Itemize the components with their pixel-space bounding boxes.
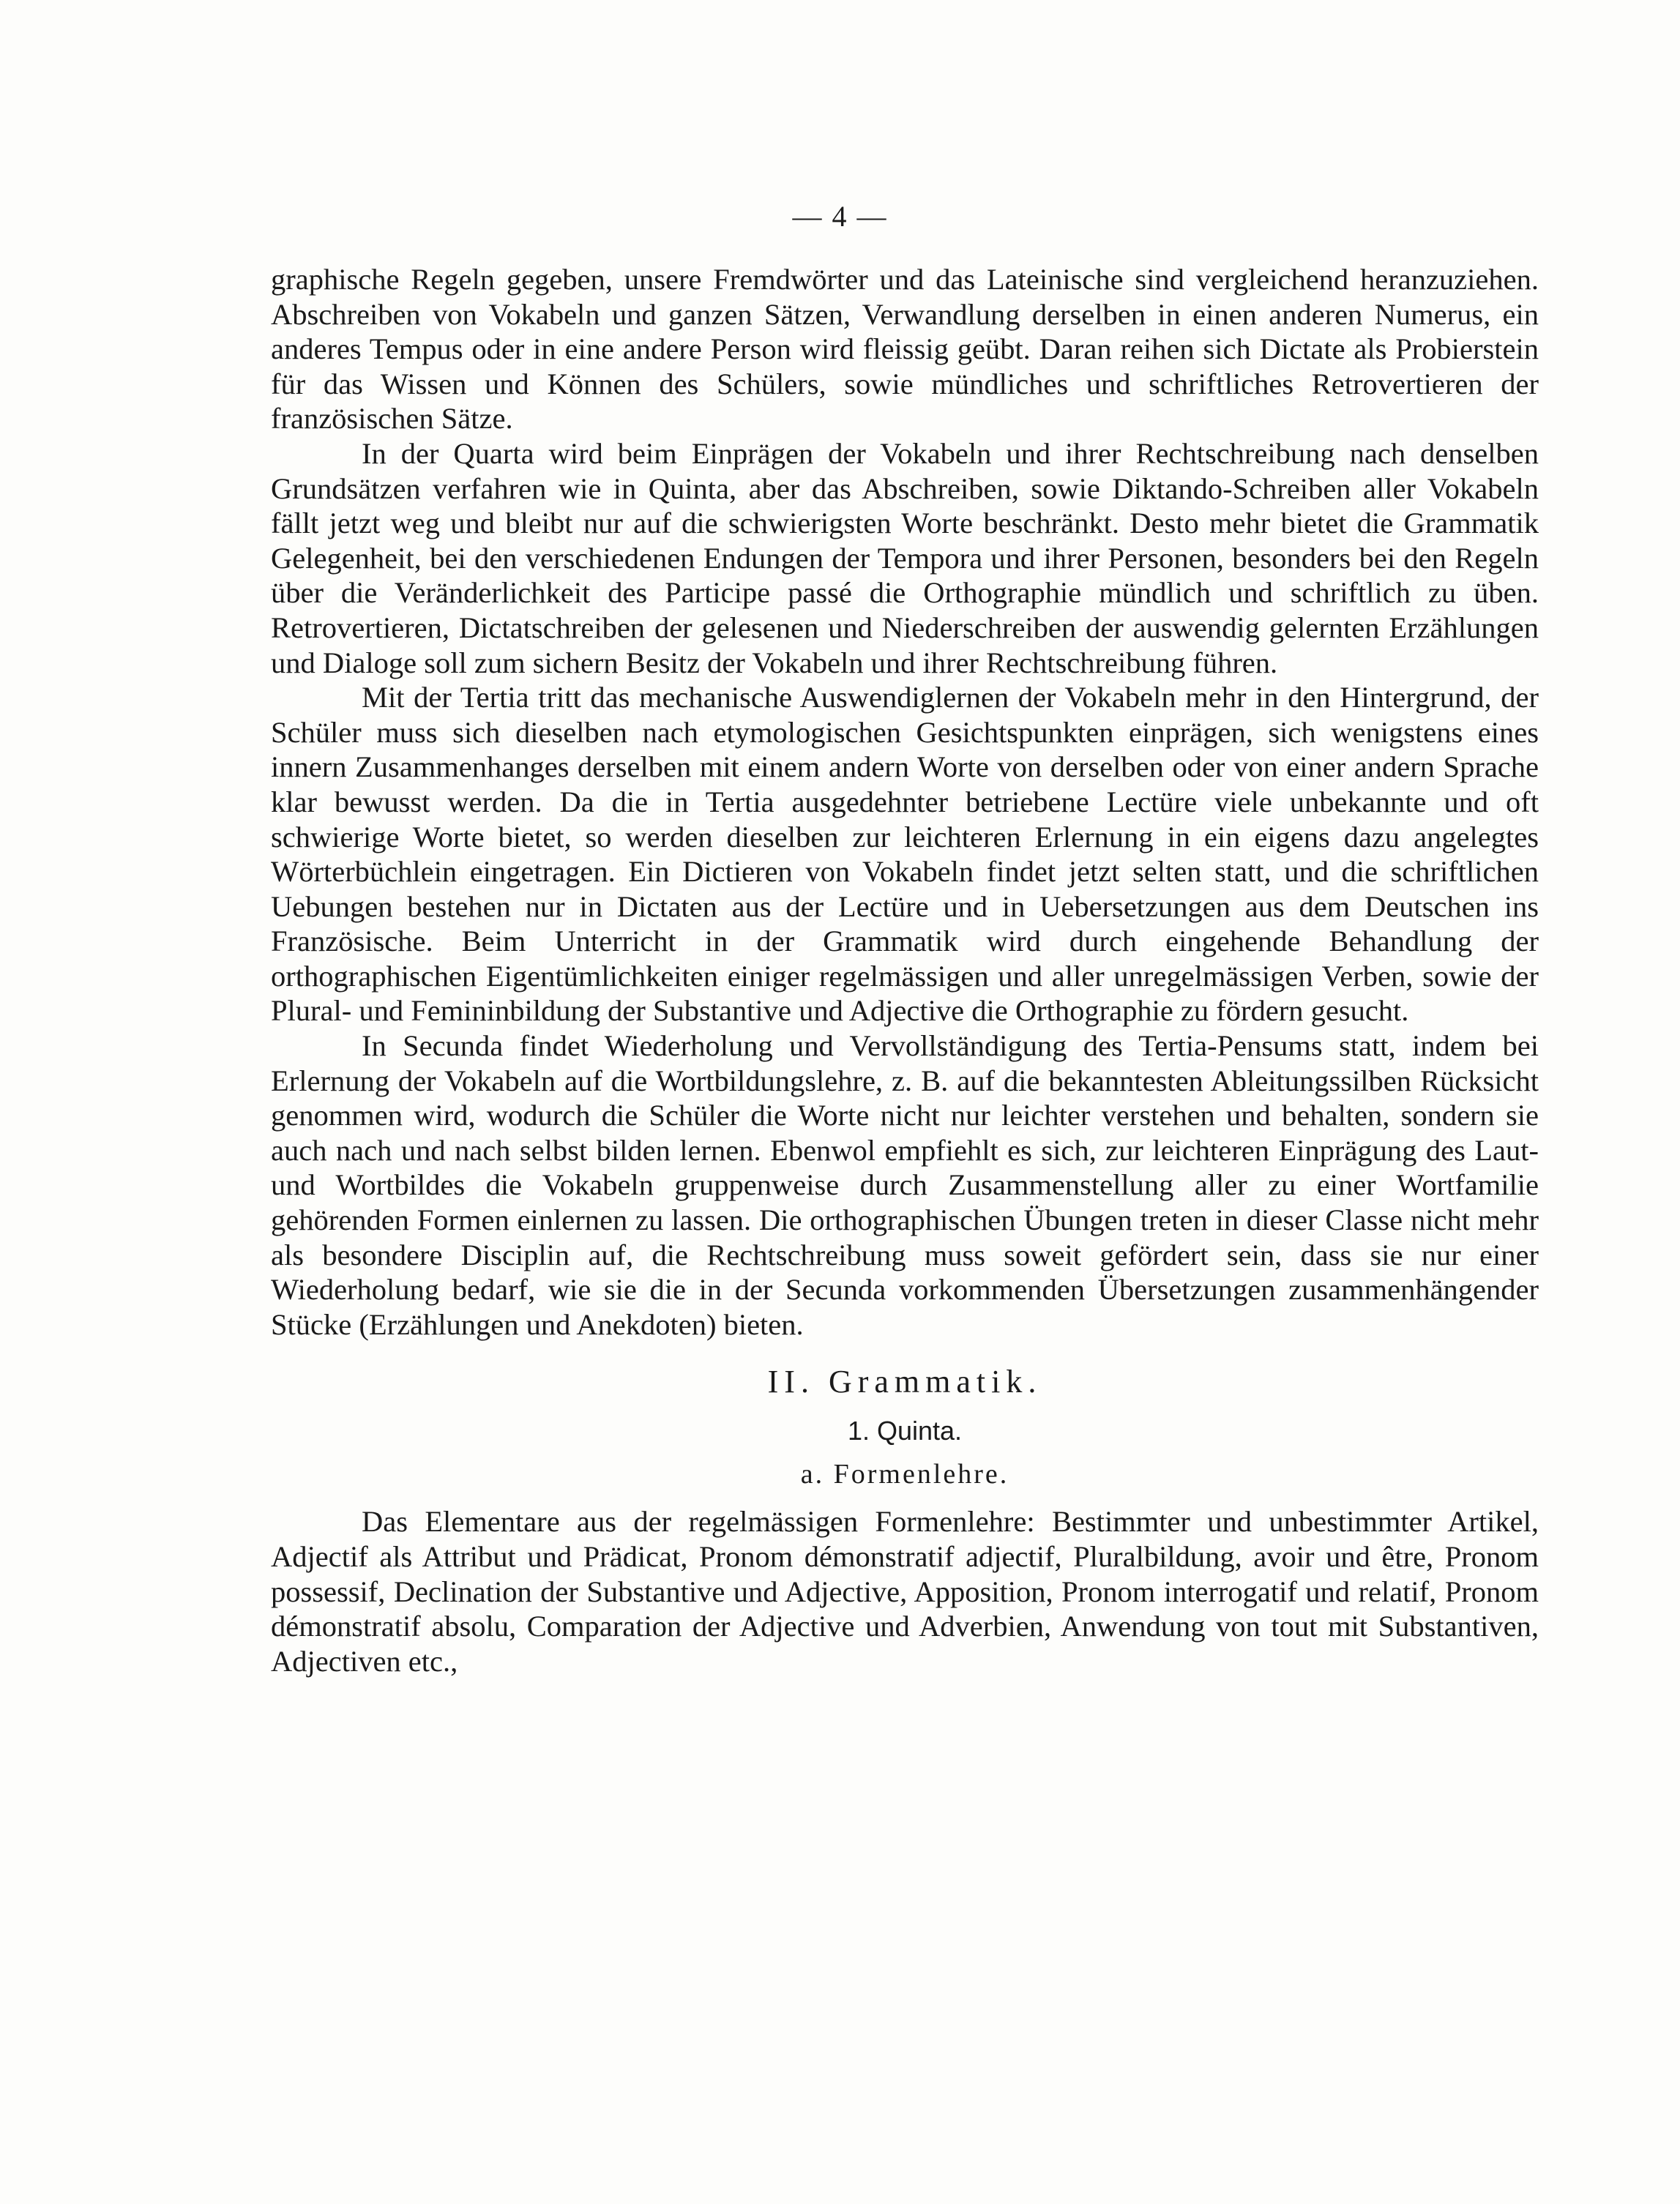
- paragraph-secunda: In Secunda findet Wiederholung und Vervollständigung des Tertia-Pensums statt, indem bei Erlernung der Vokabeln auf die Wortbildungslehre, z. B. auf die bekanntesten Ableitungssilben Rücksicht genommen wird, wodurch die Schüler die Worte nicht nur leichter verstehen und behalten, sondern sie auch nach und nach selbst bilden lernen. Ebenwol empfiehlt es sich, zur leichteren Einprägung des Laut- und Wortbildes die Vokabeln gruppenweise durch Zusammenstellung aller zu einer Wortfamilie gehörenden Formen einlernen zu lassen. Die orthographischen Übungen treten in dieser Classe nicht mehr als besondere Disciplin auf, die Rechtschreibung muss soweit gefördert sein, dass sie nur einer Wiederholung bedarf, wie sie die in der Secunda vorkommenden Übersetzungen zusammenhängender Stücke (Erzählungen und Anekdoten) bieten.: [271, 1029, 1539, 1341]
- sub-heading: 1. Quinta.: [847, 1416, 963, 1446]
- paragraph-continuation: graphische Regeln gegeben, unsere Fremdwörter und das Lateinische sind vergleichend heranzuziehen. Abschreiben von Vokabeln und ganzen Sätzen, Verwandlung derselben in einen anderen Numerus, ein anderes Tempus oder in eine andere Person wird fleissig geübt. Daran reihen sich Dictate als Probierstein für das Wissen und Können des Schülers, sowie mündliches und schriftliches Retrovertieren der französischen Sätze.: [271, 263, 1539, 436]
- page-number: — 4 —: [792, 200, 888, 233]
- paragraph-quarta: In der Quarta wird beim Einprägen der Vokabeln und ihrer Rechtschreibung nach denselben Grundsätzen verfahren wie in Quinta, aber das Abschreiben, sowie Diktando-Schreiben aller Vokabeln fällt jetzt weg und bleibt nur auf die schwierigsten Worte beschränkt. Desto mehr bietet die Grammatik Gelegenheit, bei den verschiedenen Endungen der Tempora und ihrer Personen, besonders bei den Regeln über die Veränderlichkeit des Participe passé die Orthographie mündlich und schriftlich zu üben. Retrovertieren, Dictatschreiben der gelesenen und Niederschreiben der auswendig gelernten Erzählungen und Dialoge soll zum sichern Besitz der Vokabeln und ihrer Rechtschreibung führen.: [271, 436, 1539, 679]
- sub-sub-heading: a. Formenlehre.: [800, 1459, 1009, 1490]
- section-heading: II. Grammatik.: [767, 1364, 1042, 1400]
- paragraph-formenlehre: Das Elementare aus der regelmässigen Formenlehre: Bestimmter und unbestimmter Artikel, Adjectif als Attribut und Prädicat, Pronom démonstratif adjectif, Pluralbildung, avoir und être, Pronom possessif, Declination der Substantive und Adjective, Apposition, Pronom interrogatif und relatif, Pronom démonstratif absolu, Comparation der Adjective und Adverbien, Anwendung von tout mit Substantiven, Adjectiven etc.,: [271, 1505, 1539, 1678]
- paragraph-tertia: Mit der Tertia tritt das mechanische Auswendiglernen der Vokabeln mehr in den Hintergrund, der Schüler muss sich dieselben nach etymologischen Gesichtspunkten einprägen, sich wenigstens eines innern Zusammenhanges derselben mit einem andern Worte von derselben oder von einer andern Sprache klar bewusst werden. Da die in Tertia ausgedehnter betriebene Lectüre viele unbekannte und oft schwierige Worte bietet, so werden dieselben zur leichteren Erlernung in ein eigens dazu angelegtes Wörterbüchlein eingetragen. Ein Dictieren von Vokabeln findet jetzt selten statt, und die schriftlichen Uebungen bestehen nur in Dictaten aus der Lectüre und in Uebersetzungen aus dem Deutschen ins Französische. Beim Unterricht in der Grammatik wird durch eingehende Behandlung der orthographischen Eigentümlichkeiten einiger regelmässigen und aller unregelmässigen Verben, sowie der Plural- und Femininbildung der Substantive und Adjective die Orthographie zu fördern gesucht.: [271, 681, 1539, 1028]
- body-text: [271, 262, 1539, 1678]
